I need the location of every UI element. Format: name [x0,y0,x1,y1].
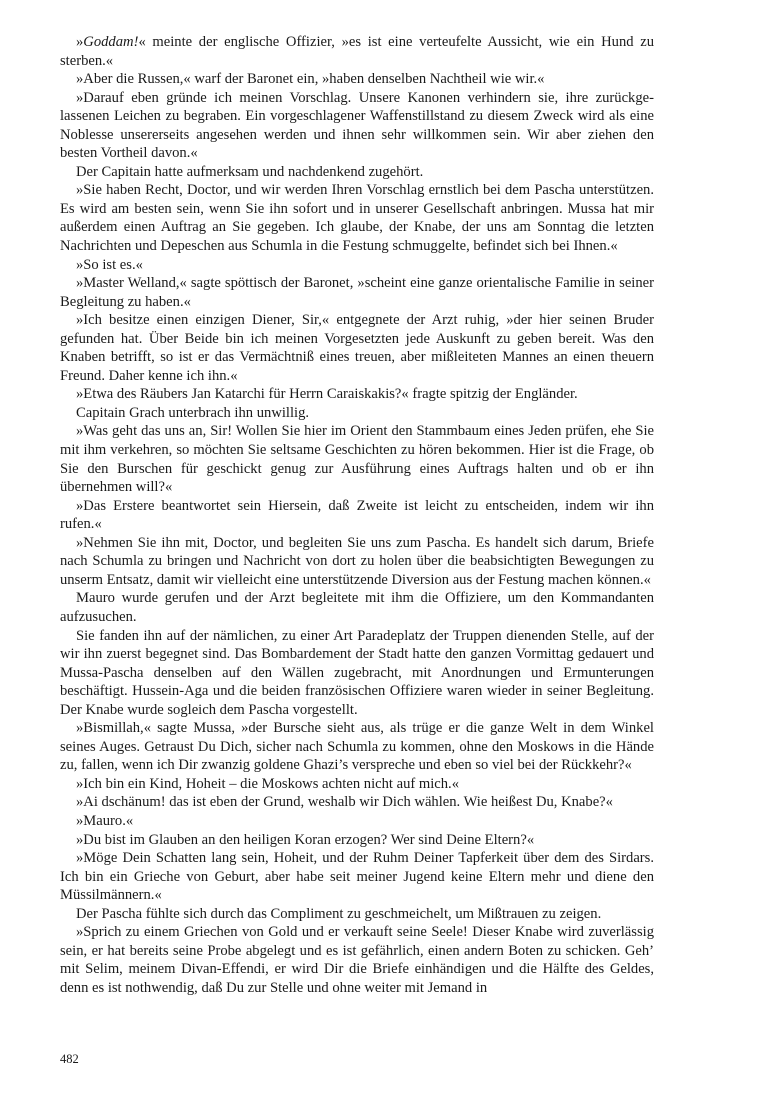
body-text [60,33,654,997]
paragraph: Capitain Grach unterbrach ihn unwillig. [76,404,310,421]
paragraph: »So ist es.« [76,256,143,273]
paragraph: »Etwa des Räubers Jan Katarchi für Herrn Caraiskakis?« fragte spitzig der Engländer. [76,386,578,403]
paragraph: Sie fanden ihn auf der nämlichen, zu einer Art Paradeplatz der Truppen dienenden Stelle, auf der wir ihn zuerst begegnet sind. Das Bombardement der Stadt hatte den ganzen Vormittag gedauert und Mussa-Pascha denselben auf den Wällen zugebracht, mit Anordnungen und Ermunterungen beschäftigt. Hussein-Aga und die beiden französischen Offiziere waren wieder in seiner Begleitung. Der Knabe wurde sogleich dem Pascha vorgestellt. [60,627,654,718]
paragraph: »Ai dschänum! das ist eben der Grund, weshalb wir Dich wählen. Wie heißest Du, Knabe?« [76,794,613,811]
paragraph: »Du bist im Glauben an den heiligen Koran erzogen? Wer sind Deine Eltern?« [76,831,535,848]
paragraph: »Nehmen Sie ihn mit, Doctor, und begleiten Sie uns zum Pascha. Es handelt sich darum, Briefe nach Schumla zu bringen und Nachricht von dort zu holen über die beabsichtigten Bewegungen zu unserm Entsatz, damit wir vielleicht eine unterstützende Diversion aus der Festung machen können.« [60,534,654,588]
paragraph: »Darauf eben gründe ich meinen Vorschlag. Unsere Kanonen verhindern sie, ihre zurückgelassenen Leichen zu begraben. Ein vorgeschlagener Waffenstillstand zu diesem Zweck wird als eine Noblesse unsererseits angesehen werden und ihnen sehr willkommen sein. Wir aber ziehen den besten Vortheil davon.« [60,89,654,162]
paragraph: »Das Erstere beantwortet sein Hiersein, daß Zweite ist leicht zu entscheiden, indem wir ihn rufen.« [60,497,654,533]
paragraph: »Aber die Russen,« warf der Baronet ein, »haben denselben Nachtheil wie wir.« [76,71,545,88]
emphasis: Goddam! [83,34,139,50]
paragraph: »Ich besitze einen einzigen Diener, Sir,« entgegnete der Arzt ruhig, »der hier seinen Bruder gefunden hat. Über Beide bin ich meinen Vorgesetzten jede Auskunft zu geben bereit. Was den Knaben betrifft, so ist er das Vermächtniß eines treuen, aber mißleiteten Mannes an einen theuern Freund. Daher kenne ich ihn.« [60,312,654,384]
paragraph: Mauro wurde gerufen und der Arzt begleitete mit ihm die Offiziere, um den Kommandanten aufzusuchen. [60,590,654,625]
page-number: 482 [60,1052,79,1066]
paragraph: »Sie haben Recht, Doctor, und wir werden Ihren Vorschlag ernstlich bei dem Pascha unterstützen. Es wird am besten sein, wenn Sie ihn sofort und in unserer Gesellschaft anbringen. Mussa hat mir außerdem einen Auftrag an Sie gegeben. Ich glaube, der Knabe, der uns am Sonntag die letzten Nachrichten und Depeschen aus Schumla in die Festung schmuggelte, befindet sich bei Ihnen.« [60,182,654,255]
paragraph: »Was geht das uns an, Sir! Wollen Sie hier im Orient den Stammbaum eines Jeden prüfen, ehe Sie mit ihm verkehren, so möchten Sie seltsame Geschichten zu hören bekommen. Hier ist die Frage, ob Sie den Burschen für geschickt genug zur Ausführung eines Auftrags halten und ob er ihn übernehmen will?« [60,423,654,496]
paragraph: »Möge Dein Schatten lang sein, Hoheit, und der Ruhm Deiner Tapferkeit über dem des Sirdars. Ich bin ein Grieche von Geburt, aber habe seit meiner Jugend keine Eltern mehr und diene den Müssilmännern.« [60,850,654,904]
paragraph: »Ich bin ein Kind, Hoheit – die Moskows achten nicht auf mich.« [76,775,460,792]
paragraph: »Mauro.« [76,812,134,829]
paragraph: Der Capitain hatte aufmerksam und nachdenkend zugehört. [76,163,424,180]
paragraph: »Sprich zu einem Griechen von Gold und er verkauft seine Seele! Dieser Knabe wird zuverlässig sein, er hat bereits seine Probe abgelegt und es ist gefährlich, einen andern Boten zu schicken. Geh’ mit Selim, meinem Divan-Effendi, er wird Dir die Briefe einhändigen und die Hälfte des Geldes, denn es ist nothwendig, daß Du zur Stelle und ohne weiter mit Jemand in [60,924,654,996]
paragraph: »Bismillah,« sagte Mussa, »der Bursche sieht aus, als trüge er die ganze Welt in dem Winkel seines Auges. Getraust Du Dich, sicher nach Schumla zu kommen, ohne den Moskows in die Hände zu, fallen, wenn ich Dir zwanzig goldene Ghazi’s verspreche und eben so viel bei der Rückkehr?« [60,720,654,774]
paragraph: »Master Welland,« sagte spöttisch der Baronet, »scheint eine ganze orientalische Familie in seiner Begleitung zu haben.« [60,275,654,310]
paragraph: Der Pascha fühlte sich durch das Compliment zu geschmeichelt, um Mißtrauen zu zeigen. [76,905,602,922]
paragraph: »Goddam!« meinte der englische Offizier, »es ist eine verteufelte Aussicht, wie ein Hund zu sterben.« [60,34,654,69]
